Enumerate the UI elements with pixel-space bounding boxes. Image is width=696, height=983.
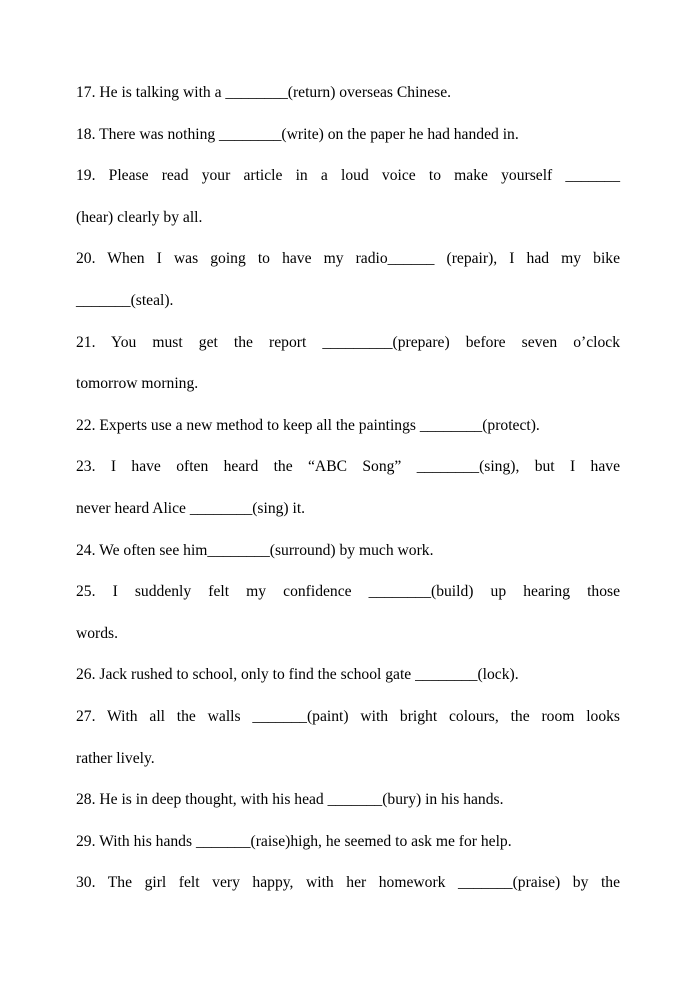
exercise-18-line: 18. There was nothing ________(write) on the paper he had handed in. (76, 125, 519, 143)
exercise-23-line-2: never heard Alice ________(sing) it. (76, 499, 306, 517)
exercise-25-line-2: words. (76, 624, 119, 642)
exercise-24-line: 24. We often see him________(surround) by much work. (76, 541, 434, 559)
exercise-28-line: 28. He is in deep thought, with his head _______(bury) in his hands. (76, 791, 504, 809)
exercise-21-line-2: tomorrow morning. (76, 375, 199, 393)
exercise-20-line-2: _______(steal). (76, 291, 174, 309)
exercise-25-line-1: 25. I suddenly felt my confidence ________(build) up hearing those (76, 583, 620, 601)
worksheet-page (76, 72, 620, 904)
exercise-30-line-1: 30. The girl felt very happy, with her homework _______(praise) by the (76, 874, 620, 892)
exercise-26-line: 26. Jack rushed to school, only to find the school gate ________(lock). (76, 666, 519, 684)
exercise-19-line-1: 19. Please read your article in a loud voice to make yourself _______ (76, 167, 620, 185)
exercise-17-line: 17. He is talking with a ________(return) overseas Chinese. (76, 84, 452, 101)
exercise-23-line-1: 23. I have often heard the “ABC Song” ________(sing), but I have (76, 458, 620, 476)
exercise-21-line-1: 21. You must get the report _________(prepare) before seven o’clock (76, 333, 620, 351)
exercise-27-line-1: 27. With all the walls _______(paint) with bright colours, the room looks (76, 707, 620, 725)
exercise-27-line-2: rather lively. (76, 749, 155, 767)
exercise-20-line-1: 20. When I was going to have my radio______ (repair), I had my bike (76, 250, 620, 268)
exercise-19-line-2: (hear) clearly by all. (76, 208, 203, 226)
exercise-22-line: 22. Experts use a new method to keep all the paintings ________(protect). (76, 416, 540, 434)
exercise-29-line: 29. With his hands _______(raise)high, he seemed to ask me for help. (76, 832, 512, 850)
